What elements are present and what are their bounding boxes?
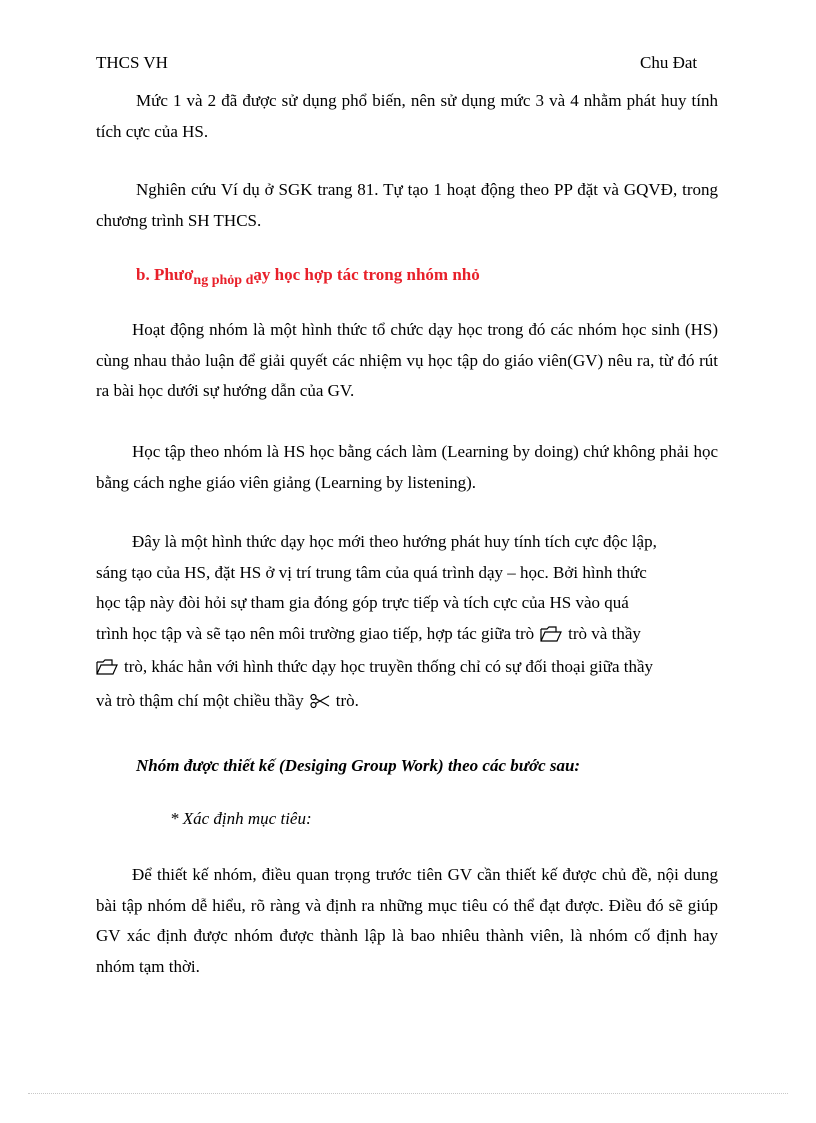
heading-part-3: ạy học hợp tác trong nhóm nhỏ [253, 265, 480, 284]
folder-icon [96, 655, 118, 686]
heading-part-1: b. Phươ [136, 265, 194, 284]
folder-icon [540, 622, 562, 653]
paragraph-new-method [96, 527, 718, 719]
paragraph-design-goal: Để thiết kế nhóm, điều quan trọng trước tiên GV cần thiết kế được chủ đề, nội dung bài tập nhóm dễ hiểu, rõ ràng và định ra những mục tiêu có thể đạt được. Điều đó sẽ giúp GV xác định được nhóm được thành lập là bao nhiêu thành viên, là nhóm cố định hay nhóm tạm thời. [96, 865, 718, 976]
header-school: THCS VH [96, 53, 168, 72]
line-text: trò. [335, 690, 359, 710]
line-text: trình học tập và sẽ tạo nên môi trường giao tiếp, hợp tác giữa trò [96, 623, 535, 643]
line [96, 686, 718, 720]
line-text: và trò thậm chí một chiều thầy [96, 690, 304, 710]
paragraph-levels: Mức 1 và 2 đã được sử dụng phổ biến, nên sử dụng mức 3 và 4 nhằm phát huy tính tích cực của HS. [96, 91, 718, 141]
paragraph-group-activity: Hoạt động nhóm là một hình thức tổ chức dạy học trong đó các nhóm học sinh (HS) cùng nhau thảo luận để giải quyết các nhiệm vụ học tập do giáo viên(GV) nêu ra, từ đó rút ra bài học dưới sự hướng dẫn của GV. [96, 320, 718, 400]
line: học tập này đòi hỏi sự tham gia đóng góp trực tiếp và tích cực của HS vào quá [96, 593, 629, 612]
line: sáng tạo của HS, đặt HS ở vị trí trung tâm của quá trình dạy – học. Bởi hình thức [96, 562, 647, 582]
section-heading [136, 265, 480, 288]
line-text: trò và thầy [568, 623, 641, 643]
page-bottom-divider [28, 1093, 788, 1094]
line [96, 619, 718, 653]
line: Đây là một hình thức dạy học mới theo hướng phát huy tính tích cực độc lập, [132, 532, 657, 551]
goal-heading: * Xác định mục tiêu: [170, 809, 312, 828]
line [96, 652, 718, 686]
heading-part-2: ng phỏp d [193, 273, 254, 288]
scissors-icon [310, 689, 330, 720]
line-text: trò, khác hẳn với hình thức dạy học truyền thống chỉ có sự đối thoại giữa thầy [124, 657, 654, 676]
paragraph-learning-by-doing: Học tập theo nhóm là HS học bằng cách làm (Learning by doing) chứ không phải học bằng cách nghe giáo viên giảng (Learning by listening). [96, 442, 718, 492]
subheading-group-design: Nhóm được thiết kế (Desiging Group Work) theo các bước sau: [136, 756, 581, 775]
paragraph-research: Nghiên cứu Ví dụ ở SGK trang 81. Tự tạo 1 hoạt động theo PP đặt và GQVĐ, trong chương trình SH THCS. [96, 180, 718, 230]
header-author: Chu Đat [640, 53, 698, 72]
